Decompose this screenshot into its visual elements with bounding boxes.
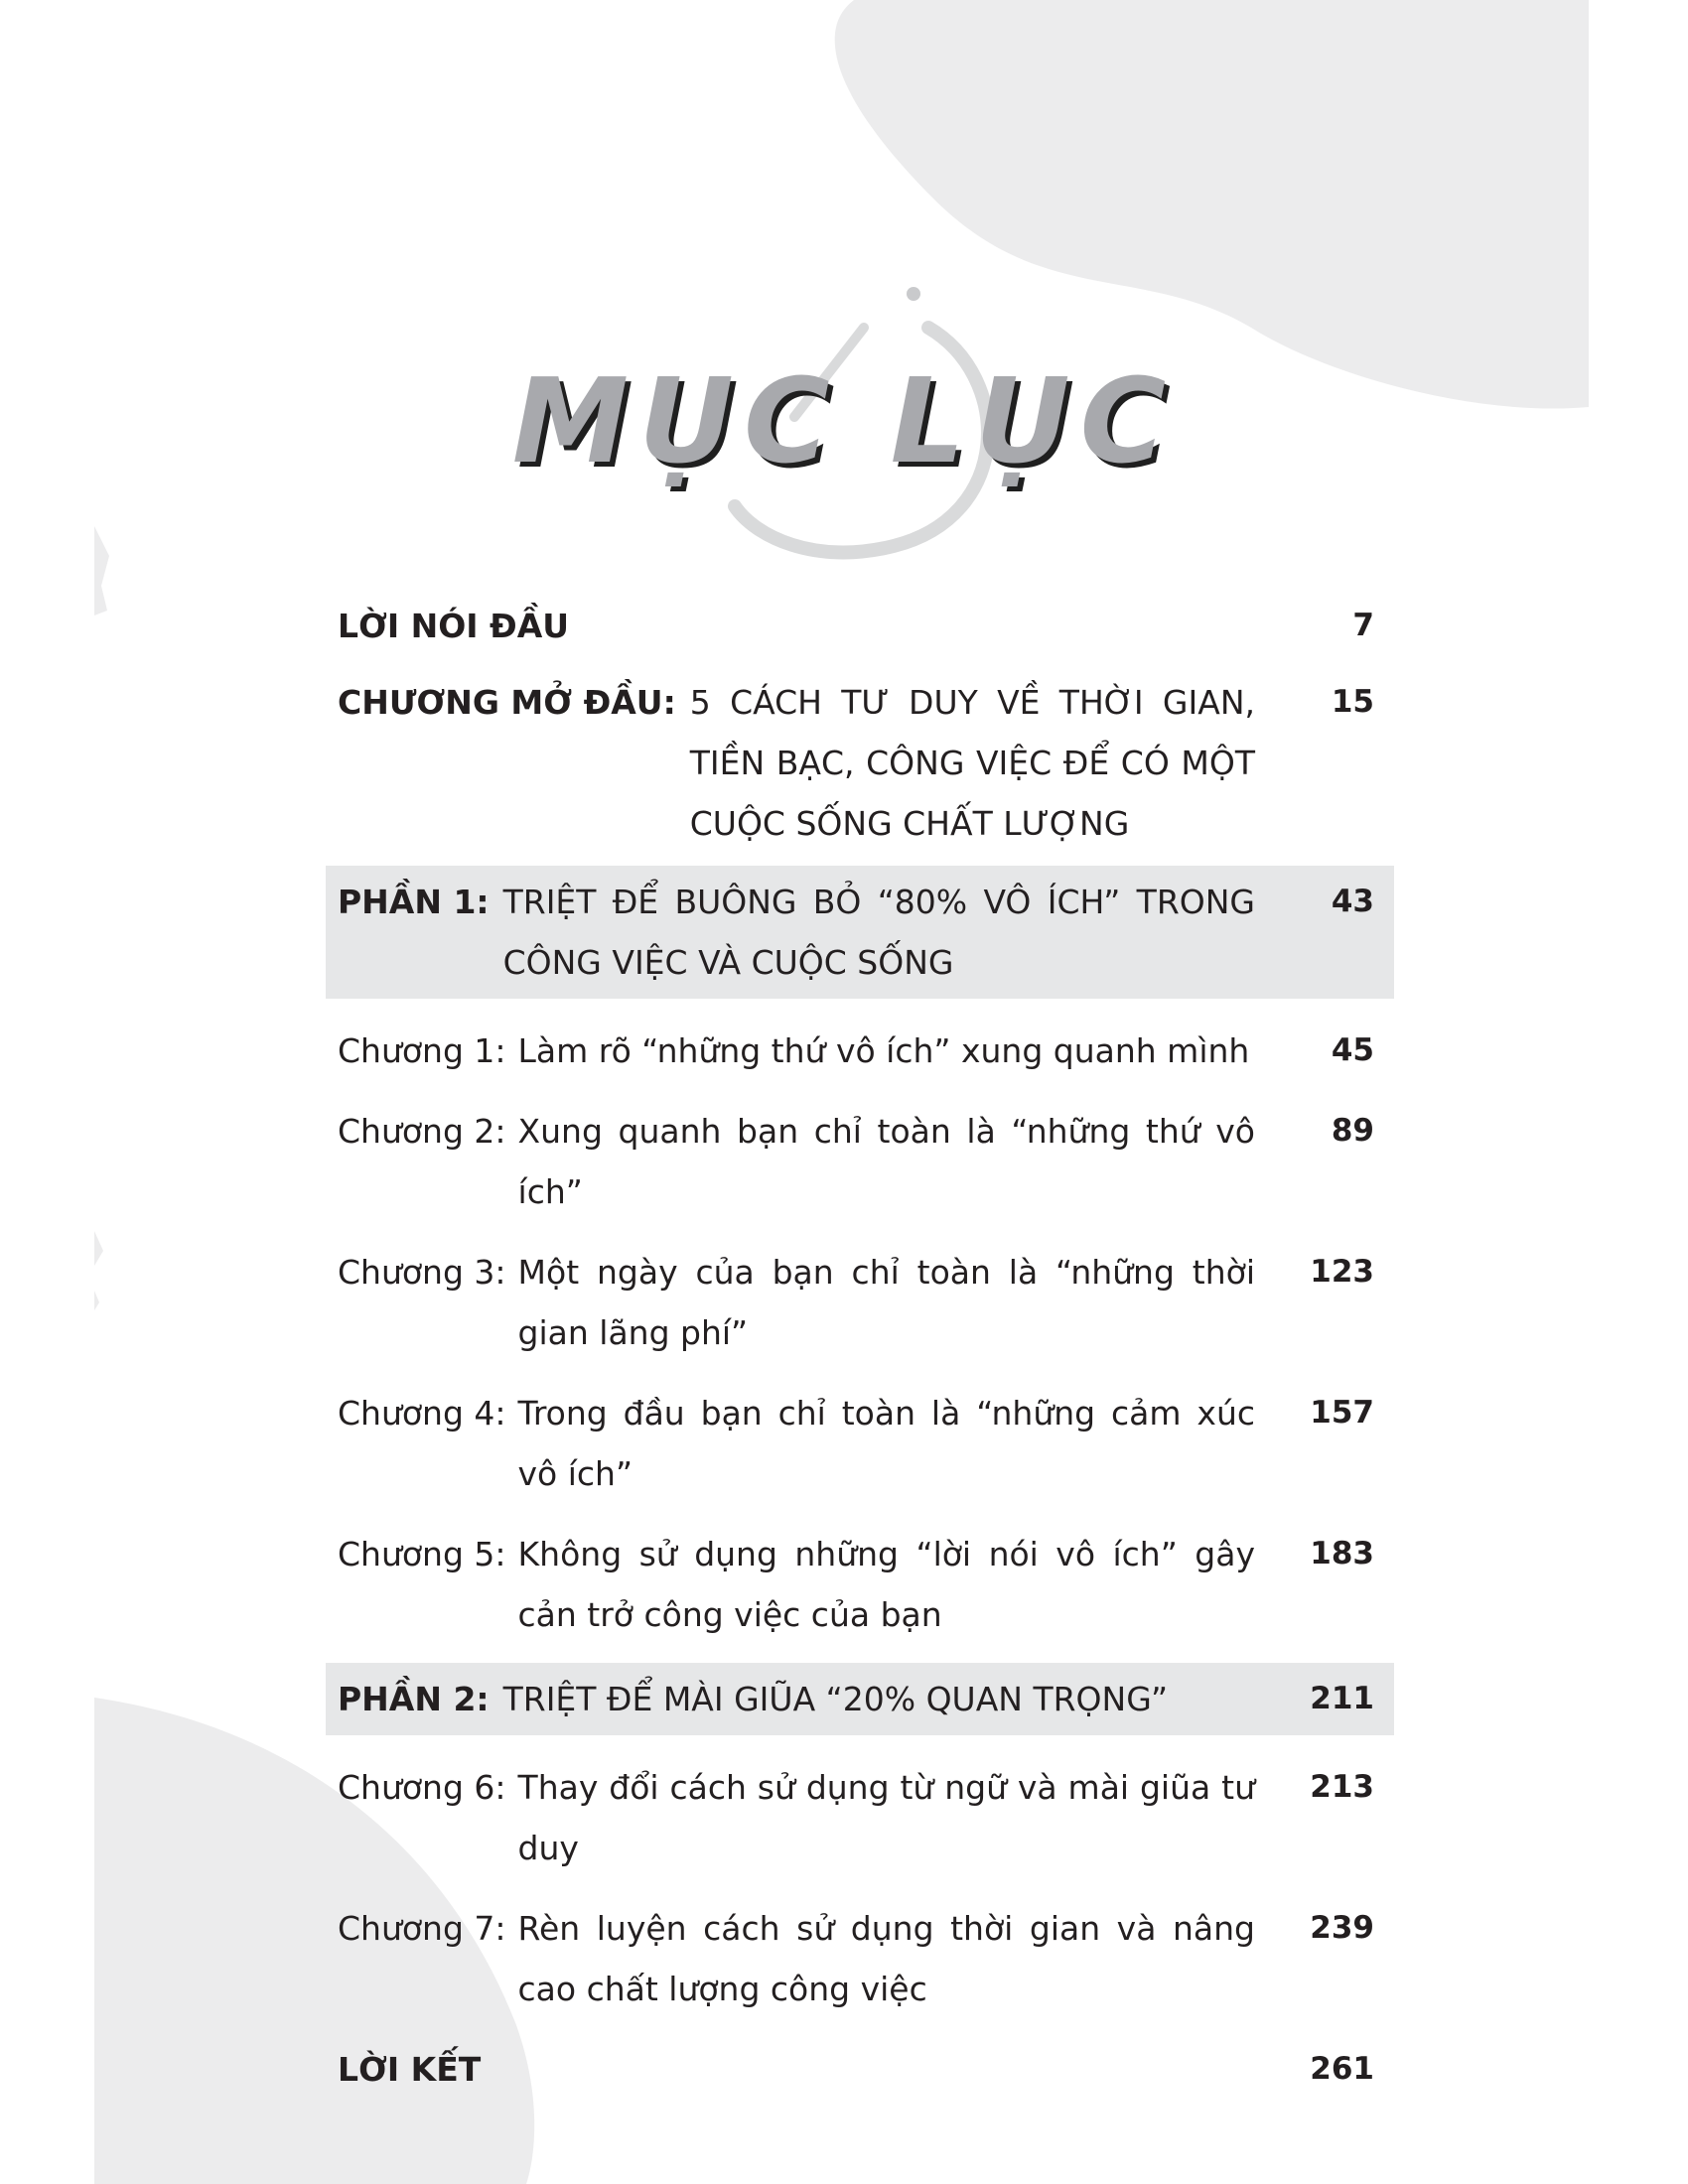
toc-page-number: 15 (1331, 684, 1374, 720)
toc-entry-part-2[interactable] (326, 1663, 1394, 1735)
toc-entry-lead: Chương 6: (338, 1768, 506, 1807)
toc-entry-text: TRIỆT ĐỂ MÀI GIŨA “20% QUAN TRỌNG” (502, 1680, 1169, 1718)
toc-entry-text: Xung quanh bạn chỉ toàn là “những thứ vô ích” (517, 1112, 1255, 1211)
table-of-contents (326, 596, 1394, 2100)
toc-entry-lead: Chương 3: (338, 1253, 506, 1292)
toc-entry-chapter-7[interactable] (326, 1898, 1394, 2019)
toc-entry-chapter-4[interactable] (326, 1383, 1394, 1504)
toc-page-number: 123 (1310, 1254, 1374, 1290)
toc-entry-text: Rèn luyện cách sử dụng thời gian và nâng cao chất lượng công việc (517, 1909, 1255, 2008)
toc-entry-lead: Chương 5: (338, 1535, 506, 1573)
toc-page-number: 7 (1352, 608, 1374, 643)
left-edge-mark-3 (94, 1291, 99, 1310)
toc-entry-lead: Chương 2: (338, 1112, 506, 1151)
toc-entry-intro[interactable] (326, 596, 1394, 656)
toc-page-number: 157 (1310, 1395, 1374, 1431)
toc-entry-lead: Chương 1: (338, 1031, 506, 1070)
toc-page-number: 239 (1310, 1910, 1374, 1946)
toc-entry-label: PHẦN 1: (338, 883, 490, 921)
toc-entry-text: Thay đổi cách sử dụng từ ngữ và mài giũa tư duy (517, 1768, 1255, 1867)
toc-page-number: 43 (1331, 884, 1374, 919)
toc-entry-label: PHẦN 2: (338, 1680, 490, 1718)
toc-entry-lead: Chương 4: (338, 1394, 506, 1433)
toc-entry-part-1[interactable] (326, 866, 1394, 999)
toc-page-number: 211 (1310, 1681, 1374, 1716)
toc-entry-outro[interactable] (326, 2039, 1394, 2100)
toc-page-number: 89 (1331, 1113, 1374, 1149)
toc-entry-chapter-6[interactable] (326, 1757, 1394, 1878)
toc-page-number: 213 (1310, 1769, 1374, 1805)
toc-entry-text: Trong đầu bạn chỉ toàn là “những cảm xúc vô ích” (517, 1394, 1255, 1493)
toc-entry-opening[interactable] (326, 672, 1394, 854)
toc-entry-chapter-2[interactable] (326, 1101, 1394, 1222)
toc-page-number: 261 (1310, 2051, 1374, 2087)
left-edge-mark-1 (94, 526, 109, 615)
toc-entry-label: CHƯƠNG MỞ ĐẦU: (338, 683, 676, 722)
toc-page-number: 183 (1310, 1536, 1374, 1571)
toc-entry-text: Làm rõ “những thứ vô ích” xung quanh mình (517, 1031, 1250, 1070)
toc-entry-text: TRIỆT ĐỂ BUÔNG BỎ “80% VÔ ÍCH” TRONG CÔNG VIỆC VÀ CUỘC SỐNG (502, 883, 1255, 982)
toc-entry-lead: Chương 7: (338, 1909, 506, 1948)
toc-entry-text: 5 CÁCH TƯ DUY VỀ THỜI GIAN, TIỀN BẠC, CÔNG VIỆC ĐỂ CÓ MỘT CUỘC SỐNG CHẤT LƯỢNG (689, 683, 1255, 843)
toc-entry-label: LỜI KẾT (338, 2050, 482, 2089)
page-title: MỤC LỤC (511, 352, 1177, 489)
left-edge-mark-2 (94, 1231, 103, 1266)
toc-entry-chapter-3[interactable] (326, 1242, 1394, 1363)
toc-entry-chapter-5[interactable] (326, 1524, 1394, 1645)
toc-entry-label: LỜI NÓI ĐẦU (338, 607, 570, 645)
clock-dot (907, 287, 920, 301)
toc-page-number: 45 (1331, 1032, 1374, 1068)
toc-entry-text: Không sử dụng những “lời nói vô ích” gây cản trở công việc của bạn (517, 1535, 1255, 1634)
toc-entry-chapter-1[interactable] (326, 1021, 1394, 1081)
toc-entry-text: Một ngày của bạn chỉ toàn là “những thời gian lãng phí” (517, 1253, 1255, 1352)
